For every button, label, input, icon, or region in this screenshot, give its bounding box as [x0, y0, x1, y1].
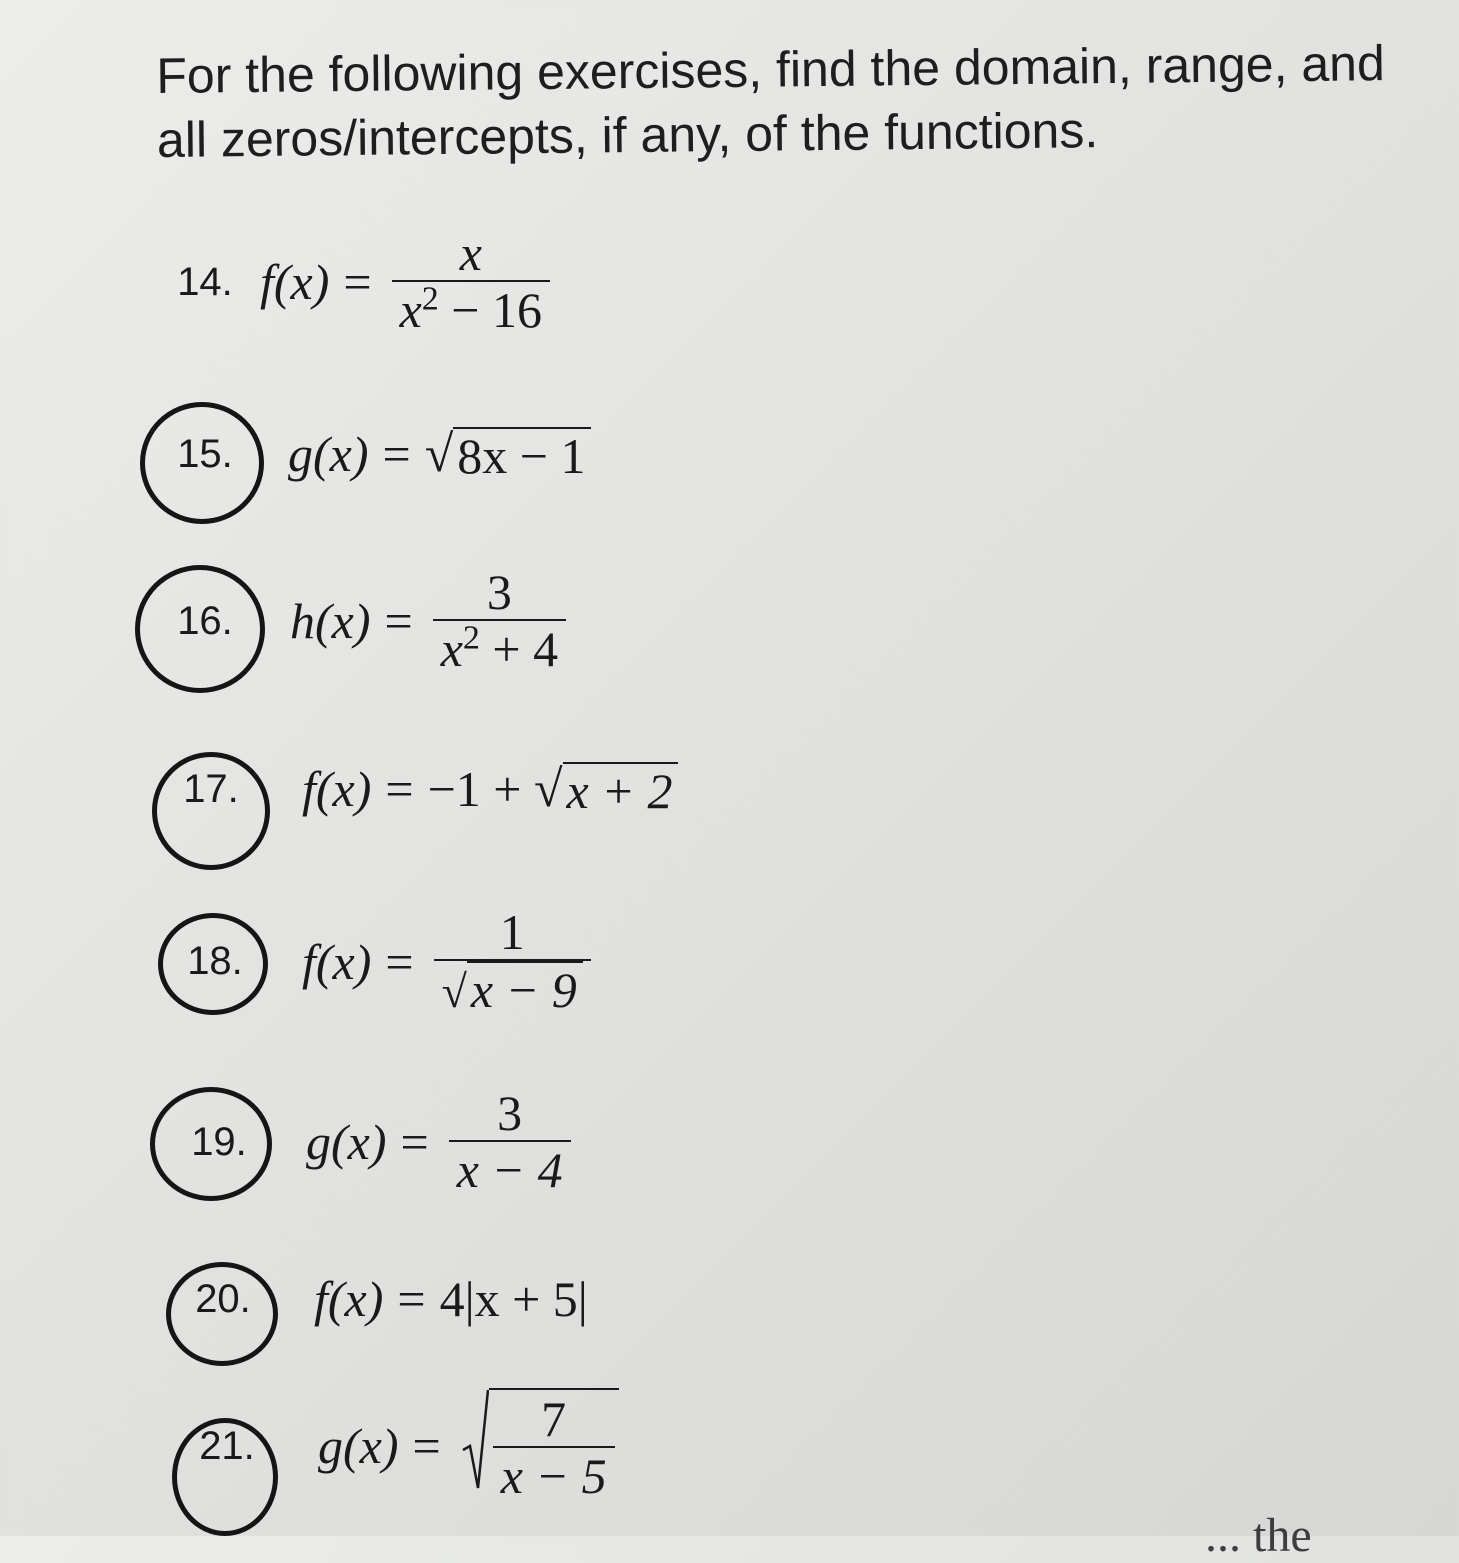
problem-number: 21.: [199, 1423, 255, 1468]
problem-number: 16.: [177, 598, 233, 643]
function-name: f(x): [314, 1271, 384, 1327]
square-root: [424, 426, 592, 484]
equals-sign: =: [397, 1271, 426, 1327]
rhs-expression: 4|x + 5|: [439, 1271, 588, 1327]
function-name: g(x): [288, 426, 369, 482]
function-name: g(x): [318, 1418, 399, 1474]
fraction: [434, 905, 591, 1018]
problem-number: 19.: [191, 1119, 247, 1164]
problem-14: [150, 226, 550, 338]
problem-16: [150, 565, 566, 677]
denominator: $x^2 + 4$: [440, 619, 559, 677]
radicand: x − 9: [467, 961, 583, 1015]
problem-number: 14.: [177, 259, 233, 304]
square-root: [461, 1388, 619, 1504]
numerator: 1: [499, 904, 525, 960]
radical-sign: √: [441, 966, 467, 1017]
fraction: [433, 565, 566, 677]
problem-number: 15.: [177, 431, 233, 476]
function-name: f(x): [260, 254, 330, 310]
radicand: [489, 1388, 619, 1504]
equals-sign: =: [412, 1418, 441, 1474]
numerator: 7: [541, 1391, 567, 1447]
numerator: 3: [486, 564, 512, 620]
rhs-prefix: −1 +: [427, 761, 534, 817]
function-name: f(x): [302, 761, 372, 817]
instructions-text: For the following exercises, find the domain, range, and all zeros/intercepts, if any, of the functions.: [156, 35, 1386, 168]
equals-sign: =: [385, 761, 414, 817]
square-root: [534, 761, 678, 819]
square-root: [441, 961, 583, 1018]
equals-sign: =: [384, 593, 413, 649]
numerator: x: [459, 225, 482, 281]
equals-sign: =: [400, 1114, 429, 1170]
numerator: 3: [497, 1085, 523, 1141]
denominator: [434, 961, 591, 1018]
denominator: x − 4: [456, 1142, 563, 1198]
denominator: $x^2 - 16$: [399, 280, 542, 338]
fraction: [392, 226, 550, 338]
problem-number: 17.: [183, 766, 239, 811]
equals-sign: =: [382, 426, 411, 482]
equals-sign: =: [385, 933, 414, 990]
radicand: x + 2: [563, 762, 679, 816]
problem-number: 20.: [195, 1276, 251, 1321]
problem-17: [156, 760, 678, 818]
function-name: g(x): [306, 1114, 387, 1170]
radical-sign: √: [534, 761, 563, 818]
problem-15: [150, 425, 591, 483]
radical-sign: [461, 1388, 489, 1492]
radical-sign: √: [424, 426, 454, 483]
problem-21: [172, 1388, 619, 1504]
cropped-text: ... the: [1205, 1509, 1312, 1562]
function-name: f(x): [302, 933, 372, 990]
fraction: [449, 1086, 571, 1198]
equals-sign: =: [343, 254, 372, 310]
fraction: [493, 1392, 615, 1504]
problem-18: [160, 905, 591, 1018]
function-name: h(x): [290, 593, 371, 649]
problem-19: [164, 1086, 571, 1198]
radicand: 8x − 1: [453, 427, 591, 481]
problem-number: 18.: [187, 939, 243, 983]
denominator: x − 5: [500, 1448, 607, 1504]
problem-20: [168, 1270, 588, 1328]
